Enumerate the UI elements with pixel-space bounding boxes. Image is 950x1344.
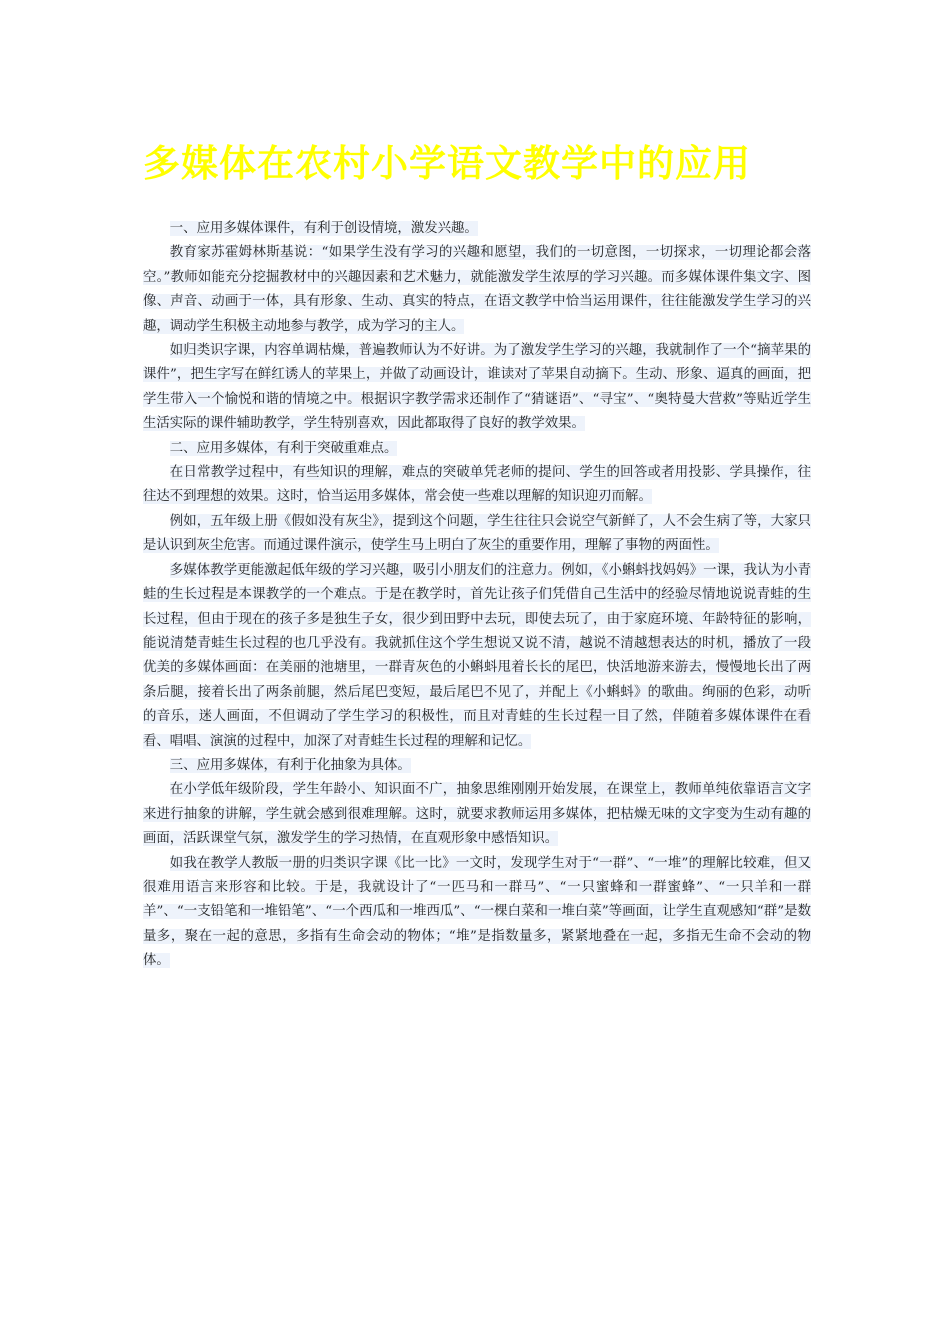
paragraph <box>143 461 811 510</box>
section-heading-3 <box>143 754 811 778</box>
paragraph <box>143 339 811 437</box>
paragraph <box>143 852 811 974</box>
paragraph-text: 如归类识字课，内容单调枯燥，普遍教师认为不好讲。为了激发学生学习的兴趣，我就制作了一个“摘苹果的课件”，把生字写在鲜红诱人的苹果上，并做了动画设计，谁读对了苹果自动摘下。生动、形象、逼真的画面，把学生带入一个愉悦和谐的情境之中。根据识字教学需求还制作了“猜谜语”、“寻宝”、“奥特曼大营救”等贴近学生生活实际的课件辅助教学，学生特别喜欢，因此都取得了良好的教学效果。 <box>143 343 811 432</box>
paragraph-text: 教育家苏霍姆林斯基说：“如果学生没有学习的兴趣和愿望，我们的一切意图，一切探求，一切理论都会落空。”教师如能充分挖掘教材中的兴趣因素和艺术魅力，就能激发学生浓厚的学习兴趣。而多媒体课件集文字、图像、声音、动画于一体，具有形象、生动、真实的特点，在语文教学中恰当运用课件，往往能激发学生学习的兴趣，调动学生积极主动地参与教学，成为学习的主人。 <box>143 245 811 334</box>
section-heading-2 <box>143 437 811 461</box>
paragraph-text: 三、应用多媒体，有利于化抽象为具体。 <box>169 757 411 773</box>
paragraph-text: 如我在教学人教版一册的归类识字课《比一比》一文时，发现学生对于“一群”、“一堆”的理解比较难，但又很难用语言来形容和比较。于是，我就设计了“一匹马和一群马”、“一只蜜蜂和一群蜜蜂”、“一只羊和一群羊”、“一支铅笔和一堆铅笔”、“一个西瓜和一堆西瓜”、“一棵白菜和一堆白菜”等画面，让学生直观感知“群”是数量多，聚在一起的意思，多指有生命会动的物体；“堆”是指数量多，紧紧地叠在一起，多指无生命不会动的物体。 <box>143 855 811 969</box>
paragraph <box>143 241 811 339</box>
document-page <box>143 135 811 974</box>
paragraph <box>143 510 811 559</box>
paragraph-text: 例如，五年级上册《假如没有灰尘》，提到这个问题，学生往往只会说空气新鲜了，人不会生病了等，大家只是认识到灰尘危害。而通过课件演示，使学生马上明白了灰尘的重要作用，理解了事物的两面性。 <box>143 513 811 554</box>
paragraph-text: 二、应用多媒体，有利于突破重难点。 <box>169 440 398 456</box>
paragraph-text: 在日常教学过程中，有些知识的理解，难点的突破单凭老师的提问、学生的回答或者用投影、学具操作，往往达不到理想的效果。这时，恰当运用多媒体，常会使一些难以理解的知识迎刃而解。 <box>143 465 811 505</box>
paragraph-text: 多媒体教学更能激起低年级的学习兴趣，吸引小朋友们的注意力。例如，《小蝌蚪找妈妈》一课，我认为小青蛙的生长过程是本课教学的一个难点。于是在教学时，首先让孩子们凭借自己生活中的经验尽情地说说青蛙的生长过程，但由于现在的孩子多是独生子女，很少到田野中去玩，即使去玩了，由于家庭环境、年龄特征的影响，能说清楚青蛙生长过程的也几乎没有。我就抓住这个学生想说又说不清，越说不清越想表达的时机，播放了一段优美的多媒体画面：在美丽的池塘里，一群青灰色的小蝌蚪甩着长长的尾巴，快活地游来游去，慢慢地长出了两条后腿，接着长出了两条前腿，然后尾巴变短，最后尾巴不见了，并配上《小蝌蚪》的歌曲。绚丽的色彩，动听的音乐，迷人画面，不但调动了学生学习的积极性，而且对青蛙的生长过程一目了然，伴随着多媒体课件在看看、唱唱、演演的过程中，加深了对青蛙生长过程的理解和记忆。 <box>143 562 811 749</box>
section-heading-1 <box>143 217 811 241</box>
document-title: 多媒体在农村小学语文教学中的应用 <box>143 141 751 185</box>
paragraph <box>143 778 811 851</box>
paragraph-text: 一、应用多媒体课件，有利于创设情境，激发兴趣。 <box>169 221 478 236</box>
paragraph <box>143 559 811 754</box>
paragraph-text: 在小学低年级阶段，学生年龄小、知识面不广，抽象思维刚刚开始发展，在课堂上，教师单纯依靠语言文字来进行抽象的讲解，学生就会感到很难理解。这时，就要求教师运用多媒体，把枯燥无味的文字变为生动有趣的画面，活跃课堂气氛，激发学生的学习热情，在直观形象中感悟知识。 <box>143 782 811 847</box>
